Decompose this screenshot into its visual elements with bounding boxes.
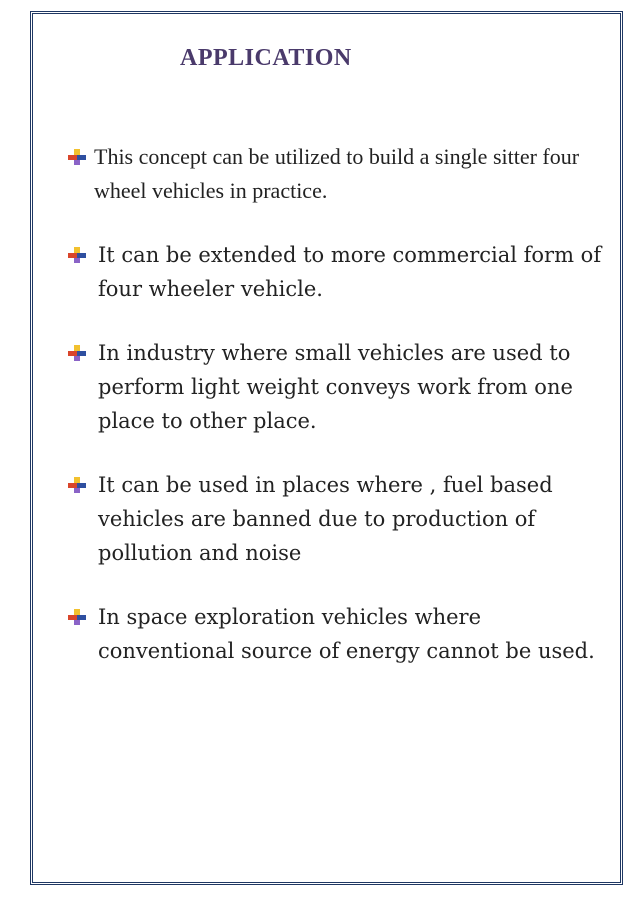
bullet-text: It can be extended to more commercial form of four wheeler vehicle. — [98, 243, 602, 301]
application-list — [64, 140, 604, 698]
page-title: APPLICATION — [180, 45, 352, 71]
list-item — [64, 140, 604, 208]
bullet-text: In industry where small vehicles are used to perform light weight conveys work from one place to other place. — [98, 341, 573, 433]
list-item — [64, 336, 604, 438]
bullet-arrow-icon — [68, 345, 86, 361]
list-item — [64, 468, 604, 570]
list-item — [64, 238, 604, 306]
bullet-text: This concept can be utilized to build a single sitter four wheel vehicles in practice. — [94, 144, 580, 203]
bullet-arrow-icon — [68, 247, 86, 263]
bullet-arrow-icon — [68, 149, 86, 165]
bullet-arrow-icon — [68, 609, 86, 625]
bullet-text: It can be used in places where , fuel based vehicles are banned due to production of pollution and noise — [98, 473, 553, 565]
bullet-text: In space exploration vehicles where conventional source of energy cannot be used. — [98, 605, 595, 663]
list-item — [64, 600, 604, 668]
bullet-arrow-icon — [68, 477, 86, 493]
